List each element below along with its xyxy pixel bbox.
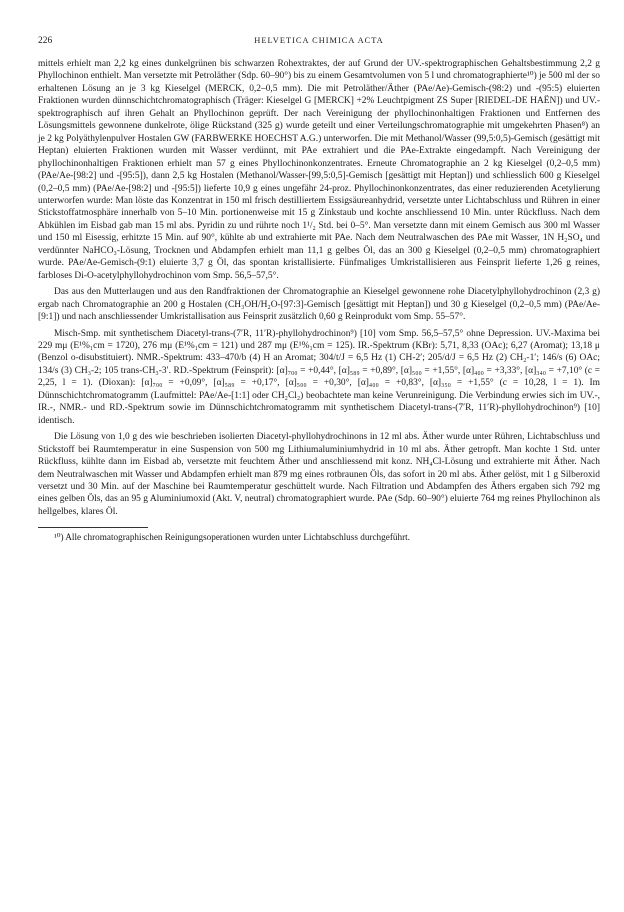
paragraph-spectra: Misch-Smp. mit synthetischem Diacetyl-trans-(7′R, 11′R)-phyllohydrochinon⁹) [10] vom Smp. 56,5–57,5° ohne Depression. UV.-Maxima bei 229 mμ (E¹%₁cm = 1720), 276 mμ (E¹%₁cm = 121) und 287 mμ (E¹%₁cm = 125). IR.-Spektrum (KBr): 5,71, 8,33 (OAc); 6,27 (Aromat); 13,18 μ (Benzol o-disubstituiert). NMR.-Spektrum: 433–470/b (4) H an Aromat; 304/t/J = 6,5 Hz (1) CH-2′; 205/d/J = 6,5 Hz (2) CH₂-1′; 146/s (6) OAc; 134/s (3) CH₃-2; 105 trans-CH₃-3′. RD.-Spektrum (Feinsprit): [α]₇₀₀ = +0,44°, [α]₅₈₉ = +0,89°, [α]₅₀₀ = +1,55°, [α]₄₀₀ = +3,33°, [α]₃₄₀ = +7,10° (c = 2,25, l = 1). (Dioxan): [α]₇₀₀ = +0,09°, [α]₅₈₉ = +0,17°, [α]₅₀₀ = +0,30°, [α]₄₀₀ = +0,83°, [α]₃₅₀ = +1,55° (c = 10,28, l = 1). Im Dünnschichtchromatogramm (Laufmittel: PAe/Ae-[1:1] oder CH₂Cl₂) beobachtete man keine Verunreinigung. Die Verbindung erwies sich im UV.-, IR.-, NMR.- und RD.-Spektrum sowie im Dünnschichtchromatogramm mit synthetischem Diacetyl-trans-(7′R, 11′R)-phyllohydrochinon⁹) [10] identisch. xyxy=(38,328,600,426)
paragraph-continued-procedure: mittels erhielt man 2,2 kg eines dunkelgrünen bis schwarzen Rohextraktes, der auf Grund der UV.-spektrographischen Gehaltsbestimmung 2,2 g Phyllochinon enthielt. Man versetzte mit Petroläther (Sdp. 60–90°) bis zu einem Gesamtvolumen von 5 l und chromatographierte¹⁰) je 500 ml der so erhaltenen Lösung an je 3 kg Kieselgel (MERCK, 0,2–0,5 mm). Die mit Petroläther/Äther (PAe/Ae)-Gemisch-(98:2) und -(95:5) eluierten Fraktionen wurden dünnschichtchromatographisch (Träger: Kieselgel G [MERCK] +2% Leuchtpigment ZS Super [RIEDEL-DE HAËN]) und UV.-spektrographisch auf ihren Gehalt an Phyllochinon geprüft. Der nach Vereinigung der phyllochinonhaltigen Fraktionen und Entfernen des Lösungsmittels gewonnene dunkelrote, ölige Rückstand (325 g) wurde geteilt und einer Verteilungschromatographie mit umgekehrten Phasen⁸) an je 2 kg Polyäthylenpulver Hostalen GW (FARBWERKE HOECHST A.G.) unterworfen. Die mit Methanol/Wasser (99,5:0,5)-Gemisch (gesättigt mit Heptan) eluierten Fraktionen wurden mit Wasser verdünnt, mit PAe extrahiert und die PAe-Extrakte eingedampft. Nach Vereinigung der phyllochinonhaltigen Fraktionen erhielt man 57 g eines Phyllochinonkonzentrates. Erneute Chromatographie an 2 kg Kieselgel (0,2–0,5 mm) (PAe/Ae-[98:2] und -[95:5]), dann 2,5 kg Hostalen (Methanol/Wasser-[99,5:0,5]-Gemisch [gesättigt mit Heptan]) und schliesslich 600 g Kieselgel (0,2–0,5 mm) (PAe/Ae-[98:2] und -[95:5]) lieferte 10,9 g eines ungefähr 24-proz. Phyllochinonkonzentrates, das einer reduzierenden Acetylierung unterworfen wurde: Man löste das Konzentrat in 150 ml frisch destilliertem Essigsäureanhydrid, versetzte unter Lichtabschluss und Rühren in einer Stickstoffatmosphäre innerhalb von 5–10 Min. portionenweise mit 15 g Zinkstaub und kochte anschliessend 10 Min. unter Rückfluss. Nach dem Abkühlen im Eisbad gab man 15 ml abs. Pyridin zu und rührte noch 1¹/₂ Std. bei 0–5°. Man versetzte dann mit einem Gemisch aus 300 ml Wasser und 150 ml Eisessig, erhitzte 15 Min. auf 90°, kühlte ab und extrahierte mit PAe. Nach dem Neutralwaschen des PAe mit Wasser, 1N H₂SO₄ und verdünnter NaHCO₃-Lösung, Trocknen und Abdampfen erhielt man 11,1 g gelbes Öl, das an 300 g Kieselgel (0,2–0,5 mm) chromatographiert wurde. PAe/Ae-Gemisch-(9:1) eluierte 3,7 g Öl, das spontan kristallisierte. Fünfmaliges Umkristallisieren aus Feinsprit lieferte 1,26 g reines, farbloses Di-O-acetylphyllohydrochinon vom Smp. 56,5–57,5°. xyxy=(38,59,600,281)
article-body xyxy=(38,58,600,518)
footnote-rule xyxy=(38,527,148,528)
journal-title: HELVETICA CHIMICA ACTA xyxy=(254,36,384,45)
paragraph-mother-liquor: Das aus den Mutterlaugen und aus den Randfraktionen der Chromatographie an Kieselgel gewonnene rohe Diacetylphyllohydrochinon (2,3 g) ergab nach Chromatographie an 200 g Hostalen (CH₃OH/H₂O-[97:3]-Gemisch [gesättigt mit Heptan]) und 30 g Kieselgel (0,2–0,5 mm) (PAe/Ae-[9:1]) und nach anschliessender Umkristallisation aus Feinsprit zusätzlich 0,60 g Reinprodukt vom Smp. 55–57°. xyxy=(38,287,600,323)
page-number: 226 xyxy=(38,36,53,46)
paragraph-reduction: Die Lösung von 1,0 g des wie beschrieben isolierten Diacetyl-phyllohydrochinons in 12 ml abs. Äther wurde unter Rühren, Lichtabschluss und Stickstoff bei Raumtemperatur in eine Suspension von 500 mg Lithiumaluminiumhydrid in 10 ml abs. Äther getropft. Man kochte 1 Std. unter Rückfluss, kühlte dann im Eisbad ab, versetzte mit feuchtem Äther und anschliessend mit konz. NH₄Cl-Lösung und extrahierte mit Äther. Nach dem Neutralwaschen mit Wasser und Abdampfen erhielt man 879 mg eines rotbraunen Öls, das sofort in 20 ml abs. Äther gelöst, mit 1 g Silberoxid versetzt und 30 Min. auf der Maschine bei Raumtemperatur geschüttelt wurde. Nach Filtration und Abdampfen des Äthers ergaben sich 792 mg eines gelben Öls, das an 95 g Aluminiumoxid (Akt. V, neutral) chromatographiert wurde. PAe (Sdp. 60–90°) eluierte 764 mg reines Phyllochinon als hellgelbes, klares Öl. xyxy=(38,432,600,517)
footnote: ¹⁰) Alle chromatographischen Reinigungsoperationen wurden unter Lichtabschluss durchgeführt. xyxy=(54,532,410,543)
journal-page xyxy=(38,36,600,543)
running-header xyxy=(38,36,600,52)
